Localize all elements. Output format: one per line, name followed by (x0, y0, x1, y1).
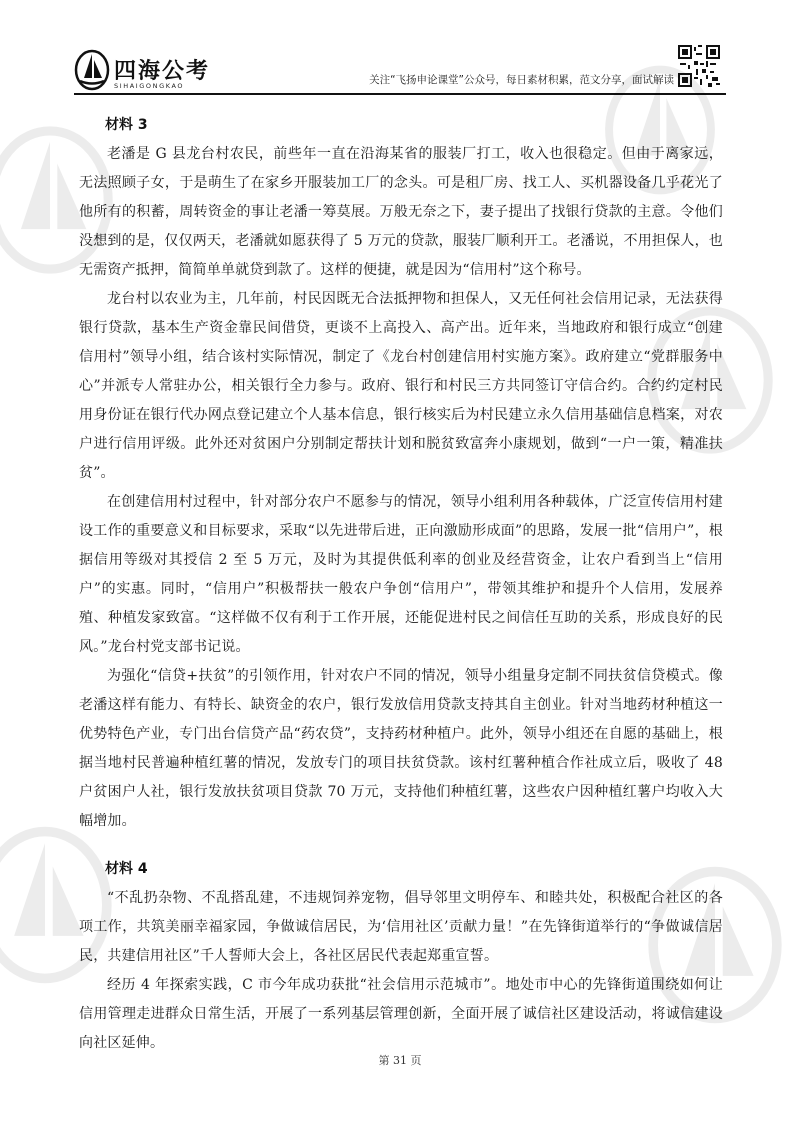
header-note: 关注“飞扬申论课堂”公众号，每日素材积累，范文分享，面试解读 (369, 74, 674, 86)
section-spacer (79, 836, 723, 852)
paragraph: 老潘是 G 县龙台村农民，前些年一直在沿海某省的服装厂打工，收入也很稳定。但由于离家远，无法照顾子女，于是萌生了在家乡开服装加工厂的念头。可是租厂房、找工人、买机器设备几乎花光了他所有的积蓄，周转资金的事让老潘一筹莫展。万般无奈之下，妻子提出了找银行贷款的主意。令他们没想到的是，仅仅两天，老潘就如愿获得了 5 万元的贷款，服装厂顺利开工。老潘说，不用担保人，也无需资产抵押，简简单单就贷到款了。这样的便捷，就是因为“信用村”这个称号。 (79, 146, 723, 278)
page-number: 第 31 页 (378, 1054, 422, 1067)
brand-name: 四海公考 (114, 59, 211, 84)
qr-code-icon[interactable] (678, 45, 720, 87)
paragraph: 为强化“信贷+扶贫”的引领作用，针对农户不同的情况，领导小组量身定制不同扶贫信贷模式。像老潘这样有能力、有特长、缺资金的农户，银行发放信用贷款支持其自主创业。针对当地药材种植这一优势特色产业，专门出台信贷产品“药农贷”，支持药材种植户。此外，领导小组还在自愿的基础上，根据当地村民普遍种植红薯的情况，发放专门的项目扶贫贷款。该村红薯种植合作社成立后，吸收了 48 户贫困户人社，银行发放扶贫项目贷款 70 万元，支持他们种植红薯，这些农户因种植红薯户均收入大幅增加。 (79, 668, 723, 829)
brand-logo (74, 48, 244, 98)
paragraph: 经历 4 年探索实践，C 市今年成功获批“社会信用示范城市”。地处市中心的先锋街道围绕如何让信用管理走进群众日常生活，开展了一系列基层管理创新，全面开展了诚信社区建设活动，将诚信建设向社区延伸。 (79, 977, 723, 1051)
paragraph: 在创建信用村过程中，针对部分农户不愿参与的情况，领导小组利用各种载体，广泛宣传信用村建设工作的重要意义和目标要求，采取“以先进带后进，正向激励形成面”的思路，发展一批“信用户”，根据信用等级对其授信 2 至 5 万元，及时为其提供低利率的创业及经营资金，让农户看到当上“信用户”的实惠。同时，“信用户”积极帮扶一般农户争创“信用户”，带领其维护和提升个人信用，发展养殖、种植发家致富。“这样做不仅有利于工作开展，还能促进村民之间信任互助的关系，形成良好的民风。”龙台村党支部书记说。 (79, 494, 723, 655)
document-body (79, 108, 723, 1058)
sail-logo-icon (74, 48, 110, 92)
section-heading: 材料 3 (105, 117, 148, 133)
section-heading: 材料 4 (105, 861, 148, 877)
brand-subtitle: SIHAIGONGKAO (114, 82, 185, 90)
page-header (0, 0, 800, 100)
paragraph: “不乱扔杂物、不乱搭乱建，不违规饲养宠物，倡导邻里文明停车、和睦共处，积极配合社区的各项工作，共筑美丽幸福家园，争做诚信居民，为‘信用社区’贡献力量！”在先锋街道举行的“争做诚信居民，共建信用社区”千人誓师大会上，各社区居民代表起郑重宣誓。 (79, 890, 723, 964)
header-divider (74, 93, 726, 95)
paragraph: 龙台村以农业为主，几年前，村民因既无合法抵押物和担保人，又无任何社会信用记录，无法获得银行贷款，基本生产资金靠民间借贷，更谈不上高投入、高产出。近年来，当地政府和银行成立“创建信用村”领导小组，结合该村实际情况，制定了《龙台村创建信用村实施方案》。政府建立“党群服务中心”并派专人常驻办公，相关银行全力参与。政府、银行和村民三方共同签订守信合约。合约约定村民用身份证在银行代办网点登记建立个人基本信息，银行核实后为村民建立永久信用基础信息档案，对农户进行信用评级。此外还对贫困户分别制定帮扶计划和脱贫致富奔小康规划，做到“一户一策，精准扶贫”。 (79, 291, 723, 481)
